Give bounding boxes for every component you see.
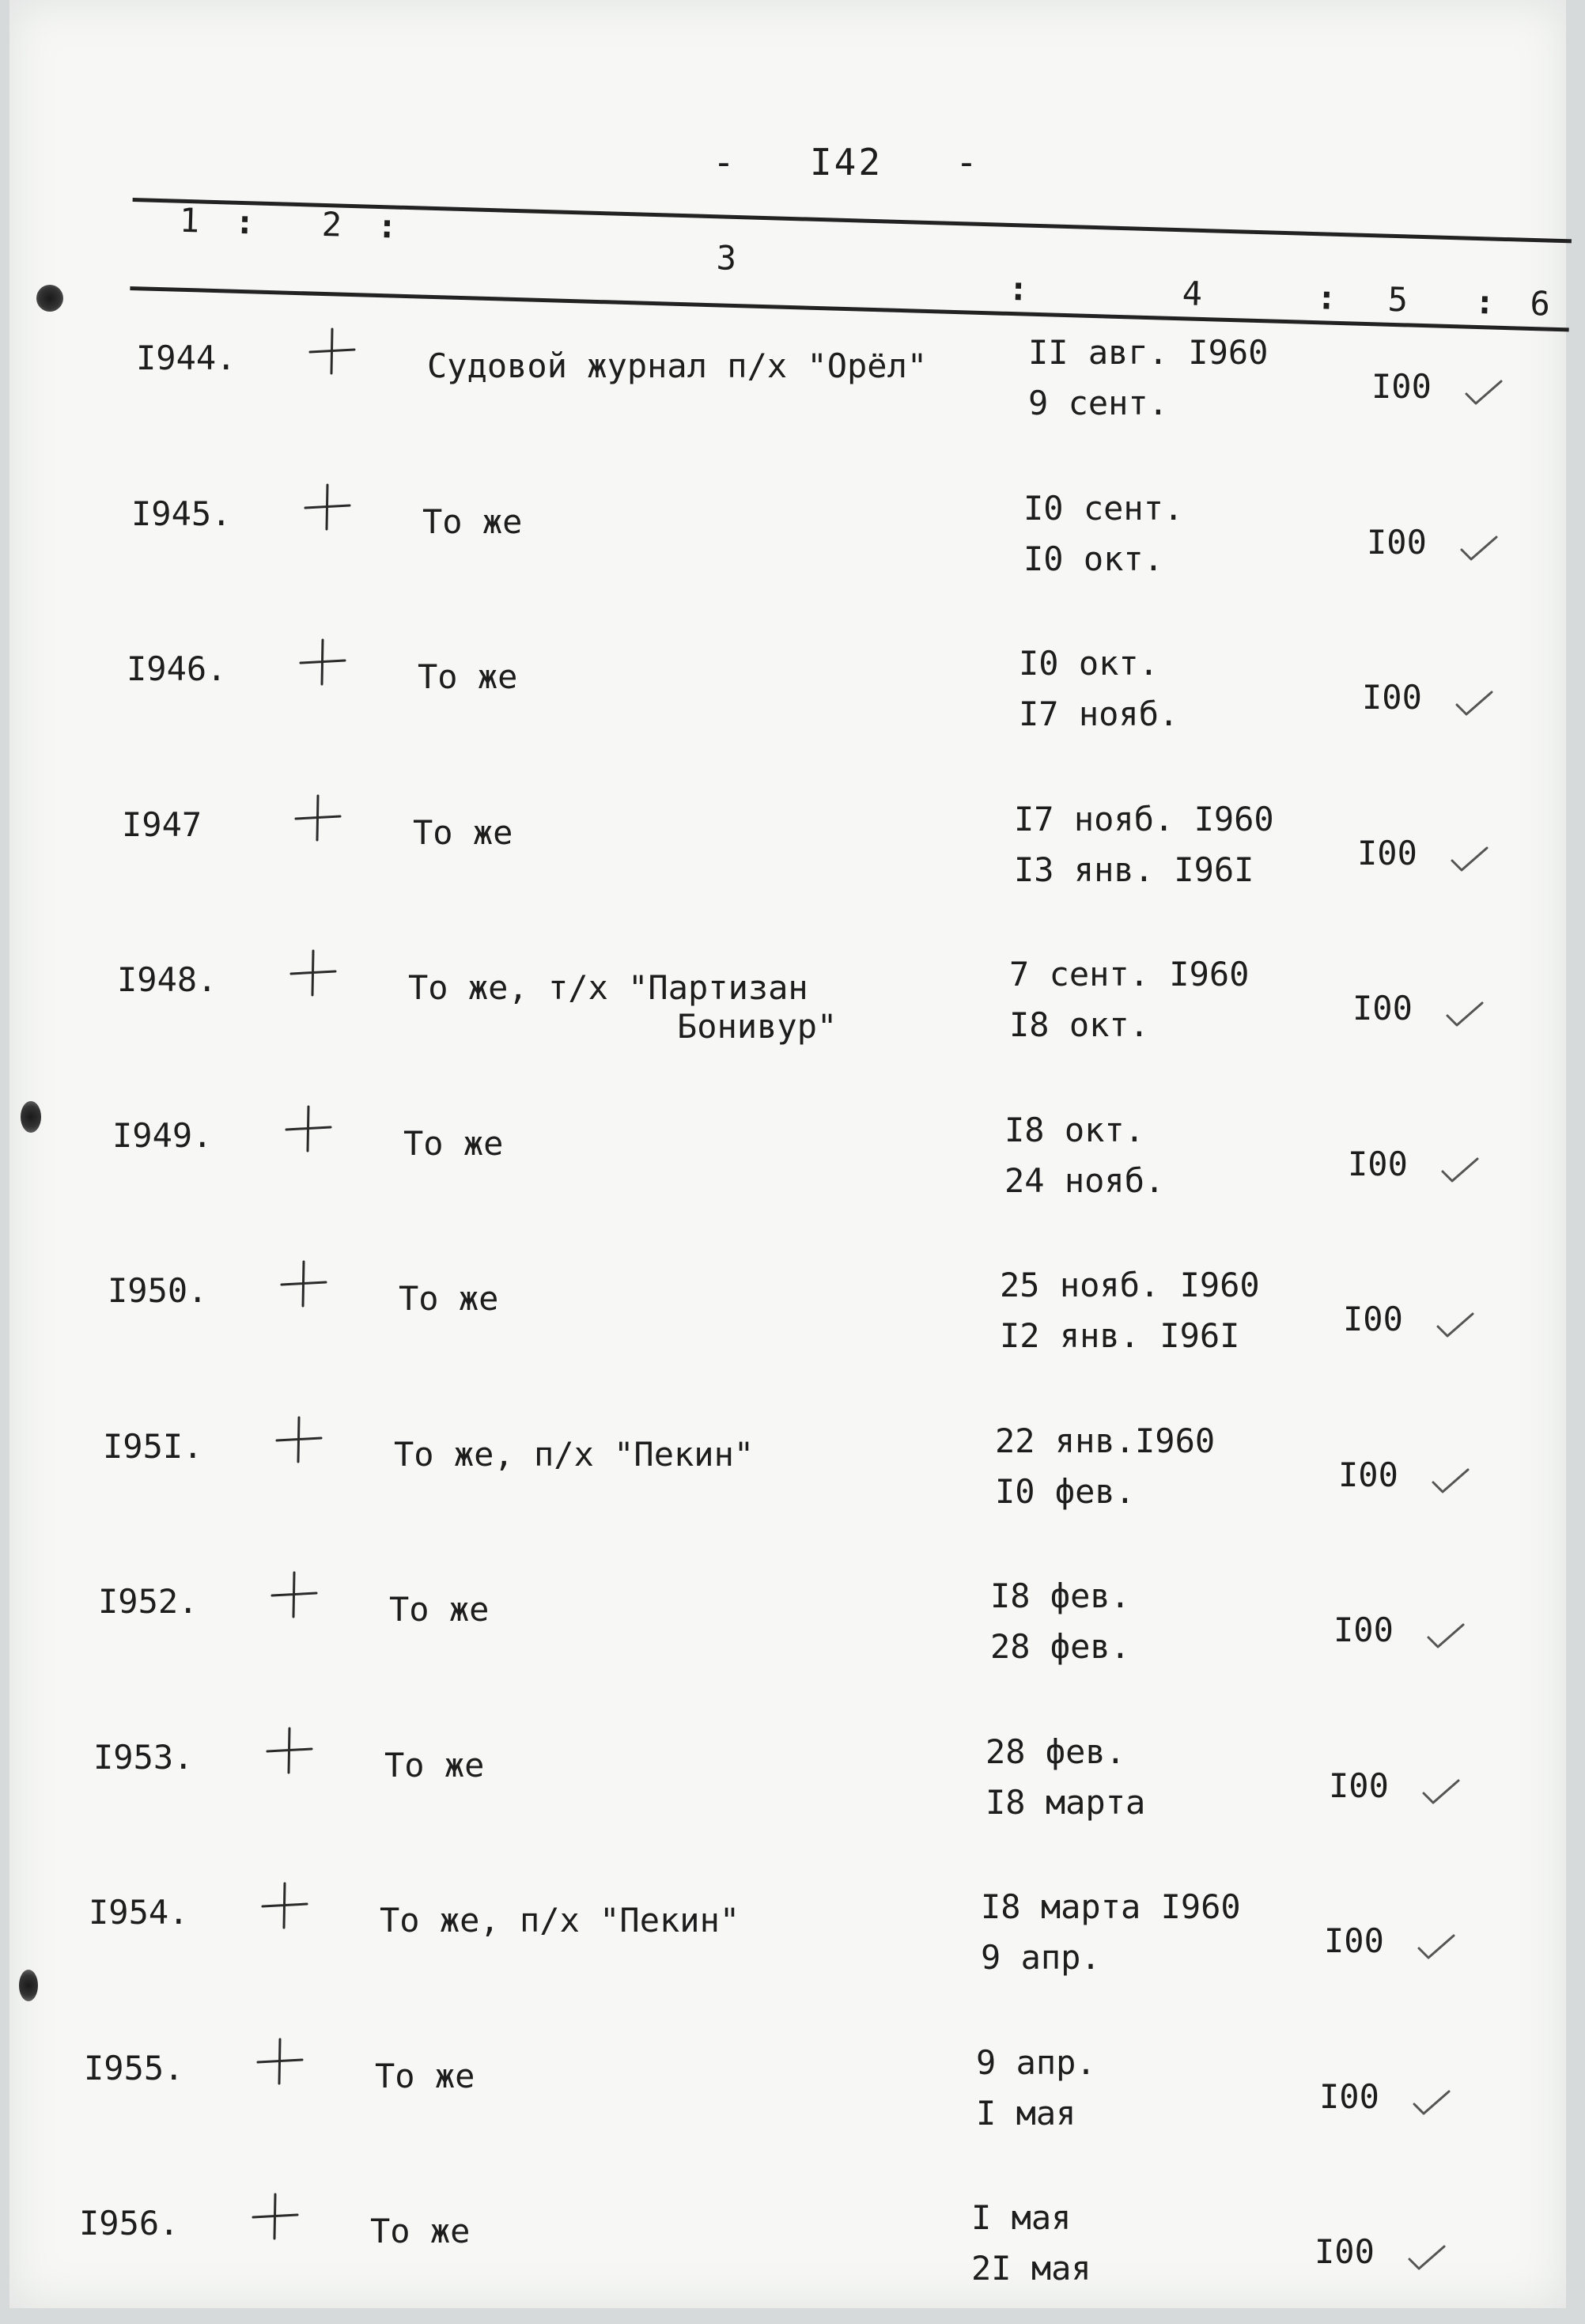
entry-quantity: I00 bbox=[1338, 1455, 1398, 1494]
checkmark-icon bbox=[1409, 2087, 1454, 2118]
plus-mark-icon bbox=[307, 326, 357, 377]
checkmark-icon bbox=[1457, 532, 1501, 564]
entry-number: I955. bbox=[84, 2048, 184, 2087]
list-item bbox=[0, 1887, 1585, 2013]
entry-quantity: I00 bbox=[1367, 522, 1427, 562]
entry-number: I945. bbox=[131, 494, 232, 533]
entry-quantity: I00 bbox=[1371, 367, 1432, 406]
entry-number: I953. bbox=[93, 1737, 194, 1777]
entry-date-to: I8 марта bbox=[985, 1782, 1146, 1822]
entry-date-to: 24 нояб. bbox=[1004, 1160, 1165, 1200]
entry-dates bbox=[990, 1571, 1130, 1672]
checkmark-icon bbox=[1424, 1620, 1468, 1652]
entry-title-line1: То же bbox=[413, 812, 513, 852]
entry-title bbox=[422, 502, 691, 541]
entry-quantity: I00 bbox=[1333, 1611, 1394, 1649]
entry-date-from: 28 фев. bbox=[985, 1732, 1126, 1771]
checkmark-icon bbox=[1428, 1465, 1473, 1497]
entry-quantity: I00 bbox=[1357, 833, 1417, 872]
entry-number: I948. bbox=[117, 960, 218, 999]
checkmark-icon bbox=[1462, 377, 1506, 408]
entry-title-line1: То же bbox=[370, 2212, 471, 2250]
entry-date-to: I3 янв. I96I bbox=[1014, 850, 1254, 889]
list-item bbox=[0, 643, 1585, 770]
binding-hole bbox=[36, 285, 63, 312]
list-item bbox=[0, 2197, 1585, 2324]
column-separator: : bbox=[234, 202, 255, 242]
plus-mark-icon bbox=[297, 637, 348, 687]
entry-date-from: I8 окт. bbox=[1004, 1110, 1145, 1149]
entry-date-to: 28 фев. bbox=[990, 1627, 1131, 1666]
plus-mark-icon bbox=[293, 793, 343, 843]
column-separator: : bbox=[1316, 278, 1337, 317]
entry-title bbox=[389, 1590, 658, 1629]
entry-title bbox=[384, 1746, 653, 1785]
list-item bbox=[0, 1110, 1585, 1236]
entry-date-to: I мая bbox=[976, 2093, 1076, 2133]
entry-dates bbox=[995, 1416, 1215, 1517]
entry-date-from: I8 марта I960 bbox=[981, 1887, 1241, 1926]
list-item bbox=[0, 1421, 1585, 1547]
entry-dates bbox=[985, 1727, 1145, 1828]
column-separator: : bbox=[1008, 268, 1029, 308]
entry-date-to: I2 янв. I96I bbox=[1000, 1316, 1240, 1355]
entry-title bbox=[370, 2212, 639, 2250]
entry-dates bbox=[1000, 1260, 1260, 1361]
page-number: - I42 - bbox=[713, 141, 980, 184]
plus-mark-icon bbox=[283, 1103, 334, 1154]
entry-date-from: I0 окт. bbox=[1019, 644, 1159, 683]
checkmark-icon bbox=[1447, 843, 1492, 875]
entry-title bbox=[403, 1124, 672, 1163]
plus-mark-icon bbox=[288, 948, 339, 998]
entry-title-line1: То же bbox=[403, 1123, 504, 1163]
entry-title-line1: То же bbox=[375, 2056, 475, 2095]
entry-title bbox=[375, 2057, 644, 2095]
entry-title-line1: То же bbox=[389, 1590, 490, 1629]
entry-number: I95I. bbox=[103, 1426, 203, 1466]
entry-quantity: I00 bbox=[1343, 1300, 1403, 1338]
entry-number: I956. bbox=[79, 2204, 180, 2243]
entry-quantity: I00 bbox=[1324, 1921, 1384, 1960]
entry-title-line2: Бонивур" bbox=[677, 1007, 838, 1046]
column-label-4: 4 bbox=[1182, 274, 1203, 313]
entry-date-to: 9 сент. bbox=[1028, 384, 1169, 422]
list-item bbox=[0, 488, 1585, 615]
entry-quantity: I00 bbox=[1348, 1144, 1408, 1183]
entry-title bbox=[380, 1901, 740, 1940]
entry-number: I949. bbox=[112, 1115, 213, 1155]
entry-date-to: I0 фев. bbox=[995, 1471, 1136, 1511]
entry-date-from: 7 сент. I960 bbox=[1009, 955, 1250, 994]
list-item bbox=[0, 1265, 1585, 1391]
entry-date-to: I7 нояб. bbox=[1019, 695, 1179, 733]
entry-dates bbox=[1028, 327, 1268, 429]
entry-dates bbox=[1023, 483, 1183, 585]
entry-title bbox=[413, 813, 682, 852]
plus-mark-icon bbox=[278, 1259, 329, 1309]
column-separator: : bbox=[376, 206, 398, 246]
entry-title-line1: То же bbox=[399, 1279, 499, 1318]
checkmark-icon bbox=[1419, 1776, 1463, 1807]
entry-title-line1: То же, п/х "Пекин" bbox=[380, 1901, 740, 1940]
entry-date-from: 22 янв.I960 bbox=[995, 1421, 1216, 1460]
plus-mark-icon bbox=[264, 1725, 315, 1776]
column-separator: : bbox=[1473, 282, 1496, 322]
plus-mark-icon bbox=[302, 482, 353, 532]
entry-dates bbox=[1019, 638, 1178, 740]
entry-title-line1: То же bbox=[418, 657, 518, 696]
entry-dates bbox=[976, 2038, 1096, 2139]
column-label-6: 6 bbox=[1529, 283, 1551, 324]
entry-title-line1: То же, т/х "Партизан bbox=[408, 968, 808, 1007]
entry-title bbox=[418, 657, 687, 696]
entry-quantity: I00 bbox=[1352, 989, 1413, 1028]
entry-date-to: 9 апр. bbox=[981, 1938, 1101, 1977]
plus-mark-icon bbox=[274, 1414, 324, 1465]
plus-mark-icon bbox=[269, 1569, 320, 1620]
entry-title-line1: То же bbox=[384, 1745, 485, 1785]
checkmark-icon bbox=[1452, 687, 1496, 719]
column-label-1: 1 bbox=[179, 200, 200, 240]
entry-number: I954. bbox=[89, 1893, 189, 1932]
entry-date-to: I8 окт. bbox=[1009, 1005, 1150, 1044]
entry-dates bbox=[1004, 1105, 1164, 1206]
entry-date-to: I0 окт. bbox=[1023, 539, 1164, 578]
checkmark-icon bbox=[1414, 1931, 1458, 1963]
plus-mark-icon bbox=[259, 1880, 310, 1931]
plus-mark-icon bbox=[250, 2191, 301, 2242]
entry-number: I946. bbox=[127, 649, 227, 688]
list-item bbox=[0, 1576, 1585, 1702]
entry-date-from: II авг. I960 bbox=[1028, 333, 1269, 372]
entry-date-from: I8 фев. bbox=[990, 1576, 1131, 1615]
entry-date-to: 2I мая bbox=[971, 2249, 1091, 2288]
entry-quantity: I00 bbox=[1329, 1766, 1389, 1805]
checkmark-icon bbox=[1405, 2242, 1449, 2273]
entry-date-from: 9 апр. bbox=[976, 2042, 1096, 2082]
plus-mark-icon bbox=[255, 2036, 305, 2087]
entry-dates bbox=[971, 2193, 1091, 2294]
list-item bbox=[0, 954, 1585, 1081]
entry-date-from: I0 сент. bbox=[1023, 488, 1184, 528]
entry-quantity: I00 bbox=[1319, 2076, 1379, 2116]
entry-number: I952. bbox=[98, 1582, 199, 1621]
entry-dates bbox=[1009, 949, 1249, 1050]
column-label-5: 5 bbox=[1386, 279, 1409, 320]
checkmark-icon bbox=[1443, 998, 1487, 1030]
entry-date-from: I7 нояб. I960 bbox=[1014, 799, 1274, 838]
entry-title-line1: То же bbox=[422, 502, 523, 541]
list-item bbox=[0, 2042, 1585, 2169]
entry-quantity: I00 bbox=[1315, 2232, 1375, 2271]
list-item bbox=[0, 799, 1585, 925]
entry-title bbox=[427, 346, 927, 385]
column-label-3: 3 bbox=[716, 238, 737, 278]
entry-date-from: I мая bbox=[971, 2198, 1072, 2237]
entry-number: I947 bbox=[122, 804, 202, 844]
list-item bbox=[0, 1732, 1585, 1858]
entry-dates bbox=[981, 1882, 1241, 1983]
entry-title-line1: Судовой журнал п/х "Орёл" bbox=[427, 346, 928, 385]
entry-title bbox=[399, 1279, 668, 1318]
list-item bbox=[0, 332, 1585, 459]
entry-date-from: 25 нояб. I960 bbox=[1000, 1266, 1260, 1304]
entry-quantity: I00 bbox=[1362, 678, 1422, 717]
entry-number: I944. bbox=[136, 339, 236, 377]
entry-title bbox=[394, 1435, 754, 1474]
checkmark-icon bbox=[1438, 1154, 1482, 1186]
entry-title-line1: То же, п/х "Пекин" bbox=[394, 1434, 755, 1474]
entry-dates bbox=[1014, 794, 1274, 895]
checkmark-icon bbox=[1433, 1309, 1477, 1341]
entry-title bbox=[408, 968, 837, 1046]
entry-number: I950. bbox=[108, 1271, 208, 1310]
column-label-2: 2 bbox=[321, 204, 342, 244]
